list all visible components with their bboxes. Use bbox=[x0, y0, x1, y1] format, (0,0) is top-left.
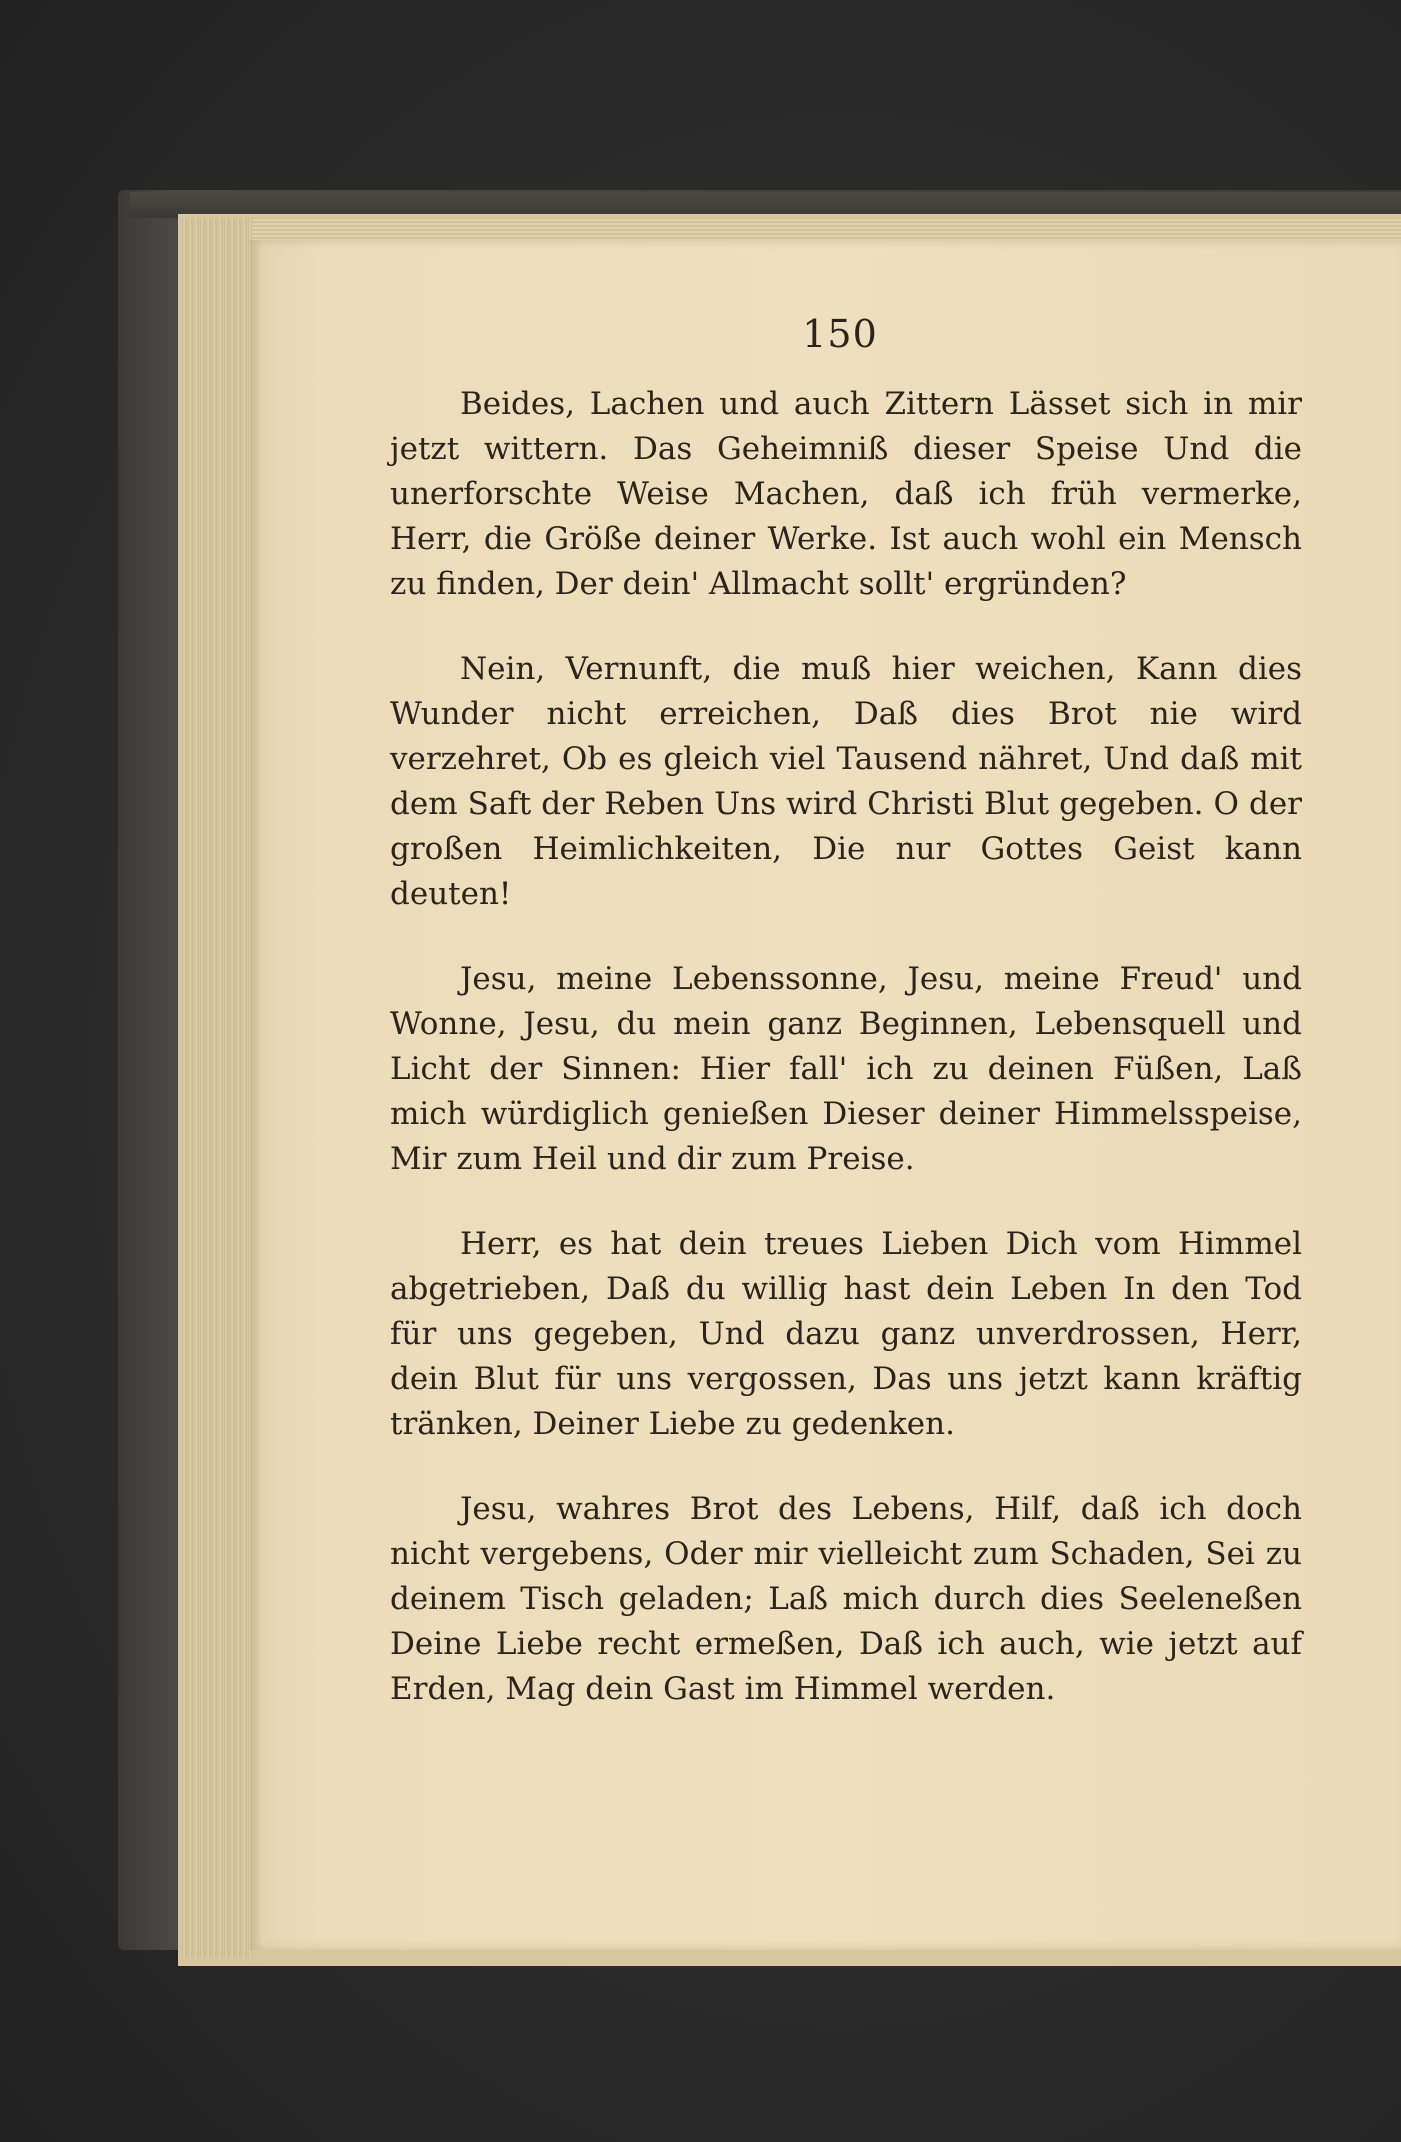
page-edges-side bbox=[182, 218, 252, 1958]
paragraph-1: Beides, Lachen und auch Zittern Lässet sich in mir jetzt wittern. Das Geheimniß dieser Speise Und die unerforschte Weise Machen, daß ich früh vermerke, Herr, die Größe deiner Werke. Ist auch wohl ein Mensch zu finden, Der dein' Allmacht sollt' ergründen? bbox=[390, 386, 1302, 602]
page-number: 150 bbox=[802, 312, 878, 356]
paragraph-2: Nein, Vernunft, die muß hier weichen, Kann dies Wunder nicht erreichen, Daß dies Brot nie wird verzehret, Ob es gleich viel Tausend nähret, Und daß mit dem Saft der Reben Uns wird Christi Blut gegeben. O der großen Heimlichkeiten, Die nur Gottes Geist kann deuten! bbox=[390, 651, 1302, 912]
page-text bbox=[390, 382, 1302, 1752]
paragraph-3: Jesu, meine Lebenssonne, Jesu, meine Freud' und Wonne, Jesu, du mein ganz Beginnen, Lebensquell und Licht der Sinnen: Hier fall' ich zu deinen Füßen, Laß mich würdiglich genießen Dieser deiner Himmelsspeise, Mir zum Heil und dir zum Preise. bbox=[390, 961, 1302, 1177]
paragraph-5: Jesu, wahres Brot des Lebens, Hilf, daß ich doch nicht vergebens, Oder mir vielleicht zum Schaden, Sei zu deinem Tisch geladen; Laß mich durch dies Seeleneßen Deine Liebe recht ermeßen, Daß ich auch, wie jetzt auf Erden, Mag dein Gast im Himmel werden. bbox=[390, 1491, 1302, 1707]
paragraph-4: Herr, es hat dein treues Lieben Dich vom Himmel abgetrieben, Daß du willig hast dein Leben In den Tod für uns gegeben, Und dazu ganz unverdrossen, Herr, dein Blut für uns vergossen, Das uns jetzt kann kräftig tränken, Deiner Liebe zu gedenken. bbox=[390, 1226, 1302, 1442]
